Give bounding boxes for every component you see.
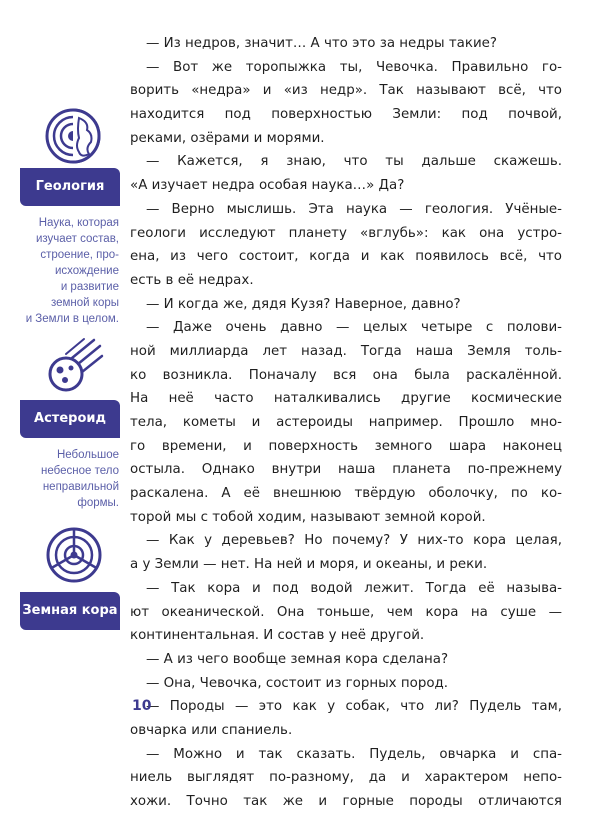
text-line: есть в её недрах. (130, 272, 254, 288)
text-line: — Она, Чевочка, состоит из горных пород. (146, 675, 449, 691)
earth-crust-icon (46, 527, 102, 583)
definition-line: строение, про- (40, 249, 119, 261)
text-line: — Как у деревьев? Но почему? У них-то кора целая, (146, 533, 562, 549)
text-line: раскалена. А её внешнюю твёрдую оболочку, по ко- (130, 486, 562, 502)
story-text (130, 32, 562, 814)
page-number: 10 (132, 698, 152, 714)
sidebar (0, 0, 125, 750)
text-line: ена, из чего состоит, когда и как появилось всё, что (130, 249, 562, 265)
text-line: — Верно мыслишь. Эта наука — геология. Учёные- (146, 201, 562, 217)
text-line: овчарка или спаниель. (130, 722, 293, 738)
definition-line: земной коры (50, 297, 119, 309)
term-definition-asteroid (11, 447, 119, 511)
text-line: На неё часто наталкивались другие космические (130, 391, 562, 407)
text-line: го времени, и поверхность земного шара наконец (130, 438, 562, 454)
term-badge-asteroid: Астероид (20, 400, 120, 438)
asteroid-icon (44, 336, 104, 396)
definition-line: и развитие (60, 281, 119, 293)
definition-line: Наука, которая (38, 217, 119, 229)
term-definition-geology (11, 215, 119, 327)
definition-line: и Земли в целом. (25, 313, 119, 325)
text-line: — А из чего вообще земная кора сделана? (146, 651, 449, 667)
text-line: — Можно и так сказать. Пудель, овчарка и спа- (146, 746, 562, 762)
definition-line: формы. (77, 497, 119, 509)
text-line: геологи исследуют планету «вглубь»: как она устро- (130, 225, 562, 241)
definition-line: небесное тело (41, 465, 119, 477)
term-badge-geology: Геология (20, 168, 120, 206)
text-line: реками, озёрами и морями. (130, 130, 325, 146)
text-line: находится под поверхностью Земли: под почвой, (130, 107, 562, 123)
text-line: континентальная. И состав у неё другой. (130, 628, 425, 644)
text-line: ной миллиарда лет назад. Тогда наша Земля толь- (130, 343, 562, 359)
text-line: — Вот же торопыжка ты, Чевочка. Правильно го- (146, 59, 562, 75)
text-line: ко возникла. Поначалу вся она была раскалённой. (130, 367, 562, 383)
text-line: торой мы с тобой ходим, называют земной корой. (130, 509, 486, 525)
text-line: хожи. Точно так же и горные породы отличаются (130, 794, 562, 809)
definition-line: изучает состав, (35, 233, 119, 245)
definition-line: неправильной (42, 481, 119, 493)
text-line: — И когда же, дядя Кузя? Наверное, давно? (146, 296, 461, 312)
text-line: тела, кометы и астероиды например. Прошло мно- (130, 415, 562, 430)
text-line: — Из недров, значит… А что это за недры такие? (146, 36, 498, 51)
term-badge-earth-crust: Земная кора (20, 592, 120, 630)
text-line: — Так кора и под водой лежит. Тогда её называ- (146, 580, 562, 596)
text-line: — Породы — это как у собак, что ли? Пудель там, (146, 699, 562, 715)
definition-line: Небольшое (56, 449, 119, 461)
text-line: — Кажется, я знаю, что ты дальше скажешь. (146, 154, 562, 170)
text-line: ворить «недра» и «из недр». Так называют всё, что (130, 83, 562, 99)
text-line: ниель выглядят по-разному, да и характером непо- (130, 770, 562, 786)
text-line: а у Земли — нет. На ней и моря, и океаны, и реки. (130, 557, 488, 573)
definition-line: исхождение (54, 265, 119, 277)
text-line: «А изучает недра особая наука…» Да? (130, 178, 405, 194)
text-line: остыла. Однако внутри наша планета по-прежнему (130, 462, 562, 478)
text-line: ют океанической. Она тоньше, чем кора на суше — (130, 604, 562, 620)
globe-layers-icon (45, 108, 101, 164)
text-line: — Даже очень давно — целых четыре с полови- (146, 320, 562, 336)
